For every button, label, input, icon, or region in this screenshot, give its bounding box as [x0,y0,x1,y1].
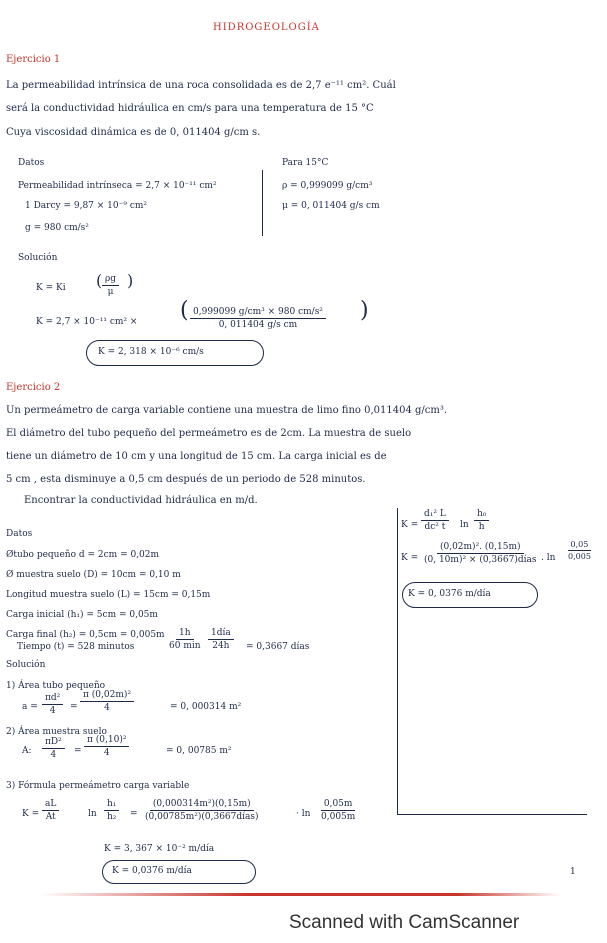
step-3-denominator: 0,005m [321,812,356,822]
dato-line: 1 Darcy = 9,87 × 10⁻⁹ cm² [25,201,148,211]
box-formula-fraction [421,509,449,532]
paren: ) [127,271,134,290]
dato-line: Carga final (h₂) = 0,5cm = 0,005m [6,630,165,640]
step-3-denominator: At [45,812,56,822]
dato-line: Ø muestra suelo (D) = 10cm = 0,10 m [6,570,181,580]
step-3-numerator: (0,000314m²)(0,15m) [150,799,254,811]
box-numerator: d₁² L [421,509,449,521]
dato-line: Permeabilidad intrínseca = 2,7 × 10⁻¹¹ cm² [18,181,217,191]
camscanner-watermark: Scanned with CamScanner [289,912,520,933]
red-underline [40,893,560,896]
exercise-2-heading: Ejercicio 2 [6,382,61,393]
step-3-ln: · ln [296,809,311,819]
exercise-1-statement-line: Cuya viscosidad dinámica es de 0, 011404 g/cm s. [6,127,261,138]
solucion-label: Solución [18,253,58,263]
formula-denominator: μ [107,287,114,297]
exercise-1-statement-line: La permeabilidad intrínsica de una roca consolidada es de 2,7 e⁻¹¹ cm². Cuál [6,80,396,91]
equals-sign: = [70,702,78,712]
para-line: ρ = 0,999099 g/cm³ [282,181,373,191]
step-3-numerator: 0,05m [321,799,356,811]
box-calc-numerator: (0,02m)². (0,15m) [437,542,524,554]
step-2-numerator: πD² [42,737,65,749]
dato-line: g = 980 cm/s² [25,223,89,233]
step-2-result: = 0, 00785 m² [166,746,232,756]
box-bottom-border [397,814,587,815]
step-3-fraction [142,799,262,822]
step-1-denominator: 4 [104,703,110,713]
tiempo-conversion-fraction [208,628,234,651]
paren: ) [360,298,369,323]
box-denominator: dc² t [424,522,446,532]
box-calc-ln-fraction [565,540,594,561]
exercise-1-result: K = 2, 318 × 10⁻⁶ cm/s [98,347,204,357]
step-3-result: K = 3, 367 × 10⁻² m/día [104,844,215,854]
box-result: K = 0, 0376 m/día [408,589,491,599]
calc-numerator: 0,999099 g/cm³ × 980 cm/s² [190,307,326,319]
para-label: Para 15°C [282,158,329,168]
step-3-fraction [104,799,119,822]
formula-numerator: ρg [102,274,119,286]
box-formula-lhs: K = [401,520,419,530]
equals-sign: = [130,809,138,819]
exercise-2-statement-line: Un permeámetro de carga variable contiene una muestra de limo fino 0,011404 g/cm³. [6,405,448,416]
paren: ( [180,298,189,323]
dato-line: Carga inicial (h₁) = 5cm = 0,05m [6,610,158,620]
formula-fraction [102,274,119,297]
exercise-2-statement-line: tiene un diámetro de 10 cm y una longitud de 15 cm. La carga inicial es de [6,451,387,462]
calc-denominator: 0, 011404 g/s cm [218,320,298,330]
box-calc-lhs: K = [401,553,419,563]
step-2-denominator: 4 [103,748,110,758]
step-1-fraction [42,693,63,716]
equals-sign: = [74,746,82,756]
tiempo-conv-denominator: 24h [212,641,230,651]
step-3-fraction [42,799,59,822]
dato-line: Øtubo pequeño d = 2cm = 0,02m [6,550,160,560]
box-ln-numerator: h₀ [474,509,489,521]
datos-label: Datos [6,529,33,539]
box-calc-ln-numerator: 0,05 [568,540,592,551]
step-2-fraction [84,735,129,758]
step-1-numerator: πd² [42,693,63,705]
step-2-fraction [42,737,65,760]
box-ln-denominator: h [478,522,485,532]
step-3-denominator: h₂ [107,812,117,822]
exercise-2-final-result: K = 0,0376 m/día [112,866,192,876]
step-3-title: 3) Fórmula permeámetro carga variable [6,781,190,791]
step-2-lhs: A: [22,746,32,756]
exercise-2-statement-line: El diámetro del tubo pequeño del permeámetro es de 2cm. La muestra de suelo [6,428,412,439]
exercise-2-statement-line: Encontrar la conductividad hidráulica en m/d. [24,495,258,506]
box-calc-denominator: (0, 10m)² × (0,3667)días [424,555,537,565]
step-3-denominator: (0,00785m²)(0,3667días) [145,812,259,822]
box-calc-ln: . ln [541,553,556,563]
step-1-numerator: π (0,02m)² [80,690,134,702]
tiempo-conversion-fraction [166,628,204,651]
page-number: 1 [570,867,576,877]
page-title: HIDROGEOLOGÍA [213,22,320,33]
box-calc-fraction [421,542,539,565]
step-1-denominator: 4 [49,706,56,716]
step-2-title: 2) Área muestra suelo [6,727,107,737]
tiempo-conv-numerator: 1día [208,628,234,640]
exercise-1-heading: Ejercicio 1 [6,54,61,65]
solucion-label: Solución [6,660,46,670]
step-3-lhs: K = [22,809,40,819]
box-calc-ln-denominator: 0,005 [568,552,591,561]
box-ln: ln [460,520,469,530]
step-3-ln: ln [88,809,97,819]
box-ln-fraction [474,509,489,532]
divider-line [262,170,263,236]
step-3-numerator: h₁ [104,799,119,811]
step-1-fraction [80,690,134,713]
para-line: μ = 0, 011404 g/s cm [282,201,380,211]
step-1-lhs: a = [22,702,38,712]
dato-line: Longitud muestra suelo (L) = 15cm = 0,15m [6,590,211,600]
tiempo-conv-denominator: 60 min [169,641,201,651]
step-1-title: 1) Área tubo pequeño [6,681,106,691]
step-1-result: = 0, 000314 m² [170,702,242,712]
tiempo-conv-numerator: 1h [176,628,194,640]
exercise-1-statement-line: será la conductividad hidráulica en cm/s para una temperatura de 15 °C [6,103,374,114]
box-left-border [397,508,398,814]
tiempo-line: Tiempo (t) = 528 minutos [17,642,135,652]
step-3-fraction [318,799,358,822]
step-3-numerator: aL [42,799,59,811]
step-2-numerator: π (0,10)² [84,735,129,747]
exercise-2-statement-line: 5 cm , esta disminuye a 0,5 cm después de un periodo de 528 minutos. [6,474,366,485]
calc-lhs: K = 2,7 × 10⁻¹¹ cm² × [36,317,138,327]
datos-label: Datos [18,158,45,168]
tiempo-result: = 0,3667 días [246,642,310,652]
formula-lhs: K = Ki [36,283,66,293]
calc-fraction [190,307,326,330]
paren: ( [96,271,103,290]
step-2-denominator: 4 [50,750,57,760]
